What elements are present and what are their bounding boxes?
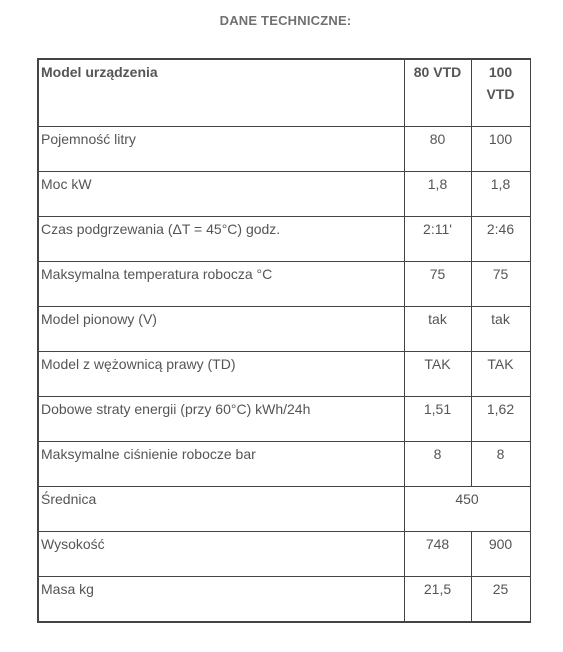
row-value-80vtd: 2:11' bbox=[404, 217, 471, 262]
table-row bbox=[38, 397, 530, 442]
row-value-100vtd: 100 bbox=[471, 127, 530, 172]
header-col-100vtd: 100 VTD bbox=[471, 59, 530, 127]
row-value-80vtd: 75 bbox=[404, 262, 471, 307]
table-row bbox=[38, 307, 530, 352]
row-label: Dobowe straty energii (przy 60°C) kWh/24h bbox=[38, 397, 404, 442]
table-row bbox=[38, 352, 530, 397]
row-value-80vtd: 748 bbox=[404, 532, 471, 577]
spec-table bbox=[37, 58, 531, 623]
table-row bbox=[38, 172, 530, 217]
row-value-80vtd: 21,5 bbox=[404, 577, 471, 623]
row-label: Model z wężownicą prawy (TD) bbox=[38, 352, 404, 397]
row-value-100vtd: 2:46 bbox=[471, 217, 530, 262]
row-label: Moc kW bbox=[38, 172, 404, 217]
header-label: Model urządzenia bbox=[38, 59, 404, 127]
row-label: Pojemność litry bbox=[38, 127, 404, 172]
row-value-80vtd: 1,51 bbox=[404, 397, 471, 442]
row-value-80vtd: 8 bbox=[404, 442, 471, 487]
row-value-80vtd: 1,8 bbox=[404, 172, 471, 217]
row-value-100vtd: tak bbox=[471, 307, 530, 352]
row-label: Masa kg bbox=[38, 577, 404, 623]
row-label: Model pionowy (V) bbox=[38, 307, 404, 352]
row-value-merged: 450 bbox=[404, 487, 530, 532]
table-row bbox=[38, 127, 530, 172]
row-value-80vtd: 80 bbox=[404, 127, 471, 172]
row-label: Średnica bbox=[38, 487, 404, 532]
row-value-80vtd: TAK bbox=[404, 352, 471, 397]
page-title: DANE TECHNICZNE: bbox=[219, 13, 352, 28]
header-col-80vtd: 80 VTD bbox=[404, 59, 471, 127]
row-value-80vtd: tak bbox=[404, 307, 471, 352]
row-value-100vtd: TAK bbox=[471, 352, 530, 397]
row-label: Maksymalne ciśnienie robocze bar bbox=[38, 442, 404, 487]
row-value-100vtd: 25 bbox=[471, 577, 530, 623]
row-value-100vtd: 900 bbox=[471, 532, 530, 577]
row-value-100vtd: 1,8 bbox=[471, 172, 530, 217]
row-label: Wysokość bbox=[38, 532, 404, 577]
table-row bbox=[38, 487, 530, 532]
table-row bbox=[38, 577, 530, 623]
row-label: Czas podgrzewania (ΔT = 45°C) godz. bbox=[38, 217, 404, 262]
row-value-100vtd: 1,62 bbox=[471, 397, 530, 442]
table-row bbox=[38, 532, 530, 577]
row-label: Maksymalna temperatura robocza °C bbox=[38, 262, 404, 307]
row-value-100vtd: 75 bbox=[471, 262, 530, 307]
table-row bbox=[38, 217, 530, 262]
table-header-row bbox=[38, 59, 530, 127]
row-value-100vtd: 8 bbox=[471, 442, 530, 487]
table-row bbox=[38, 442, 530, 487]
table-row bbox=[38, 262, 530, 307]
